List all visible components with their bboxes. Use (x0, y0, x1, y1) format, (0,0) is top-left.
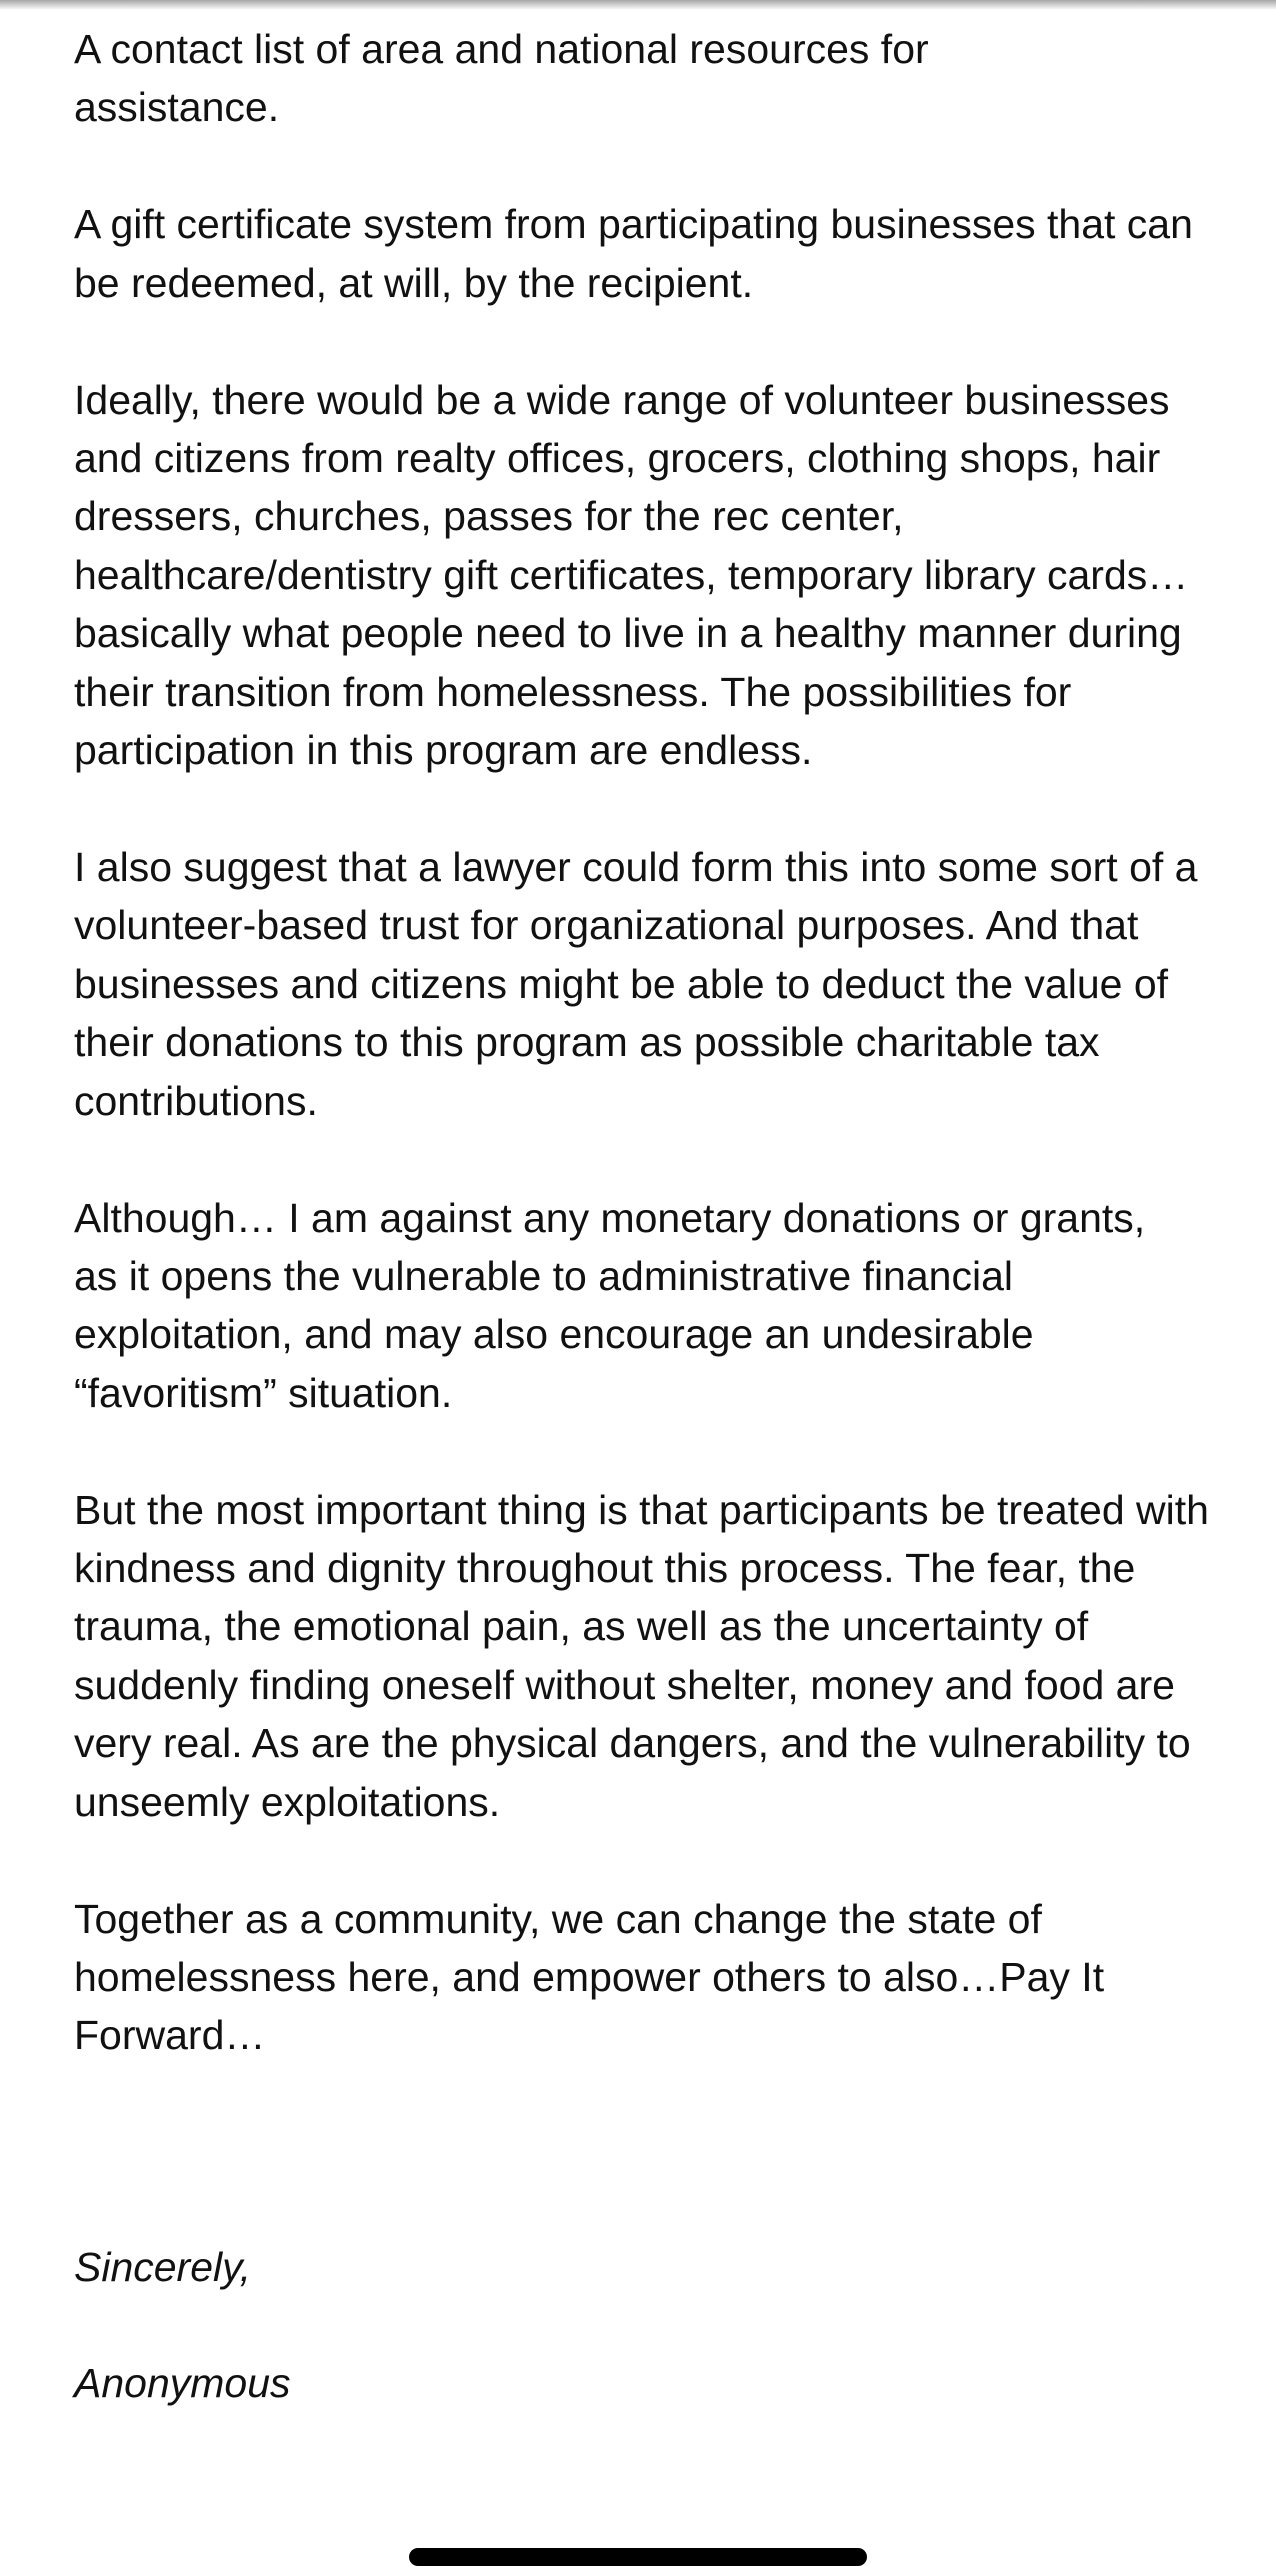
paragraph-lawyer-trust: I also suggest that a lawyer could form this into some sort of a volunteer-based trust for organizational purposes. And that businesses and citizens might be able to deduct the value of their donations to this program as possible charitable tax contributions. (74, 843, 1198, 1124)
paragraph-kindness-dignity: But the most important thing is that participants be treated with kindness and dignity throughout this process. The fear, the trauma, the emotional pain, as well as the uncertainty of suddenly finding oneself without shelter, money and food are very real. As are the physical dangers, and the vulnerability to unseemly exploitations. (74, 1486, 1209, 1825)
signature: Anonymous (74, 2360, 291, 2406)
paragraph-monetary-donations: Although… I am against any monetary donations or grants, as it opens the vulnerable to administrative financial exploitation, and may also encourage an undesirable “favoritism” situation. (74, 1194, 1146, 1416)
paragraph-gift-certificates: A gift certificate system from participating businesses that can be redeemed, at will, by the recipient. (74, 201, 1193, 306)
top-scroll-shadow (0, 0, 1276, 10)
closing-line: Sincerely, (74, 2244, 251, 2290)
letter-body (74, 20, 1214, 2123)
home-indicator[interactable] (409, 2548, 867, 2566)
paragraph-community: Together as a community, we can change the state of homelessness here, and empower others to also…Pay It Forward… (74, 1895, 1105, 2059)
paragraph-resources: A contact list of area and national resources for assistance. (74, 26, 929, 131)
paragraph-volunteers: Ideally, there would be a wide range of volunteer businesses and citizens from realty offices, grocers, clothing shops, hair dressers, churches, passes for the rec center, healthcare/dentistry gift certificates, temporary library cards…basically what people need to live in a healthy manner during their transition from homelessness. The possibilities for participation in this program are endless. (74, 376, 1189, 774)
